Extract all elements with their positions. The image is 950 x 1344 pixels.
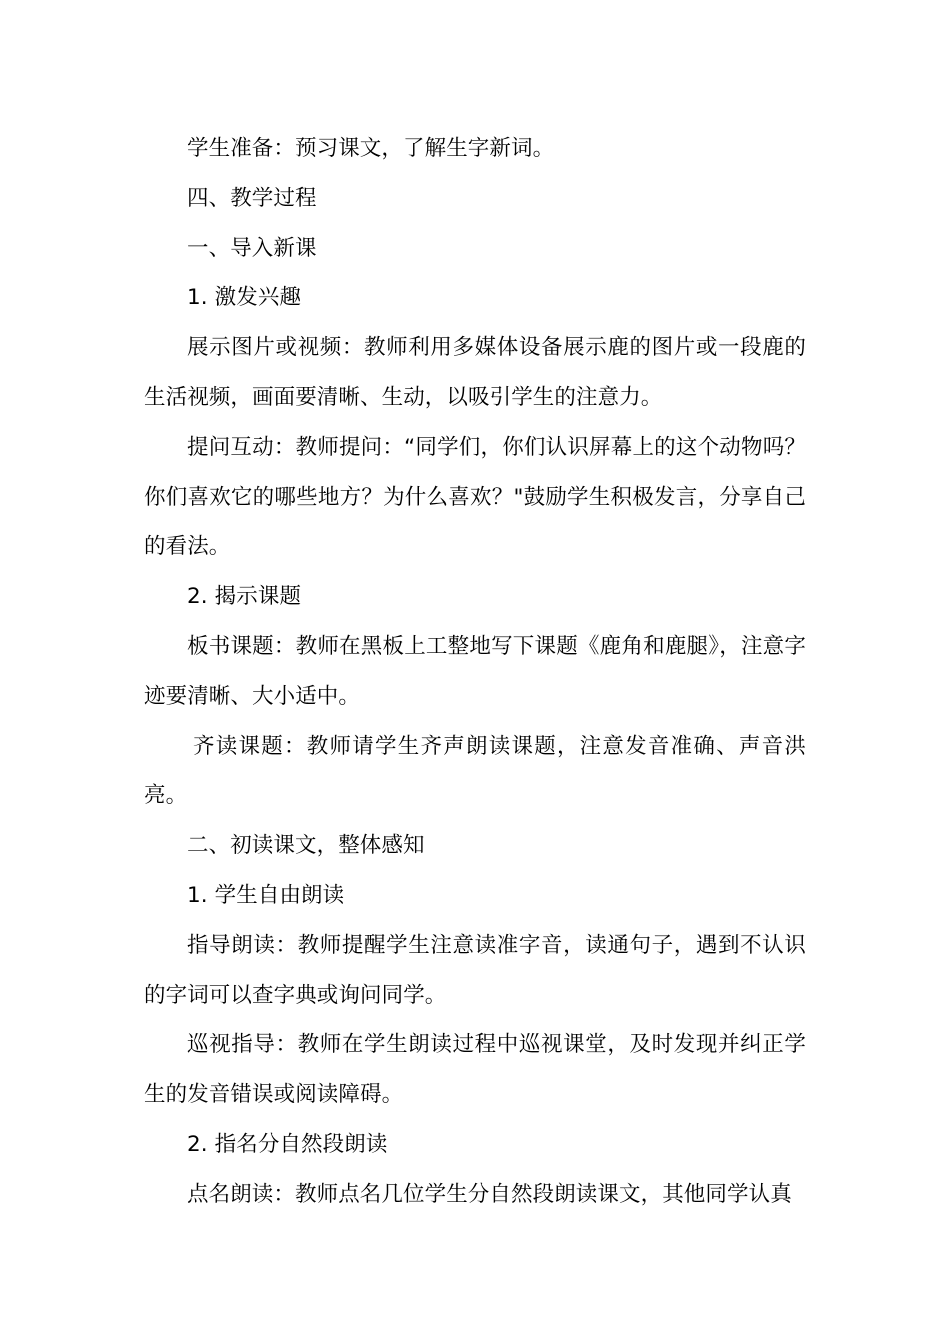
subheading-free-reading: 1. 学生自由朗读 (187, 882, 345, 908)
paragraph-guided-reading: 指导朗读：教师提醒学生注意读准字音，读通句子，遇到不认识的字词可以查字典或询问同学。 (144, 932, 806, 1008)
subheading-stimulate-interest: 1. 激发兴趣 (187, 285, 302, 311)
paragraph-roll-call-reading: 点名朗读：教师点名几位学生分自然段朗读课文，其他同学认真 (187, 1181, 792, 1207)
subheading-reveal-topic: 2. 揭示课题 (187, 584, 302, 610)
paragraph-board-title: 板书课题：教师在黑板上工整地写下课题《鹿角和鹿腿》，注意字迹要清晰、大小适中。 (144, 633, 806, 709)
paragraph-patrol-guidance: 巡视指导：教师在学生朗读过程中巡视课堂，及时发现并纠正学生的发音错误或阅读障碍。 (144, 1032, 806, 1108)
heading-first-reading: 二、初读课文，整体感知 (187, 833, 425, 859)
paragraph-show-pictures: 展示图片或视频：教师利用多媒体设备展示鹿的图片或一段鹿的生活视频，画面要清晰、生动，以吸引学生的注意力。 (144, 335, 806, 410)
document-page (144, 124, 806, 1220)
paragraph-student-preparation: 学生准备：预习课文，了解生字新词。 (187, 136, 555, 161)
paragraph-read-title: 齐读课题：教师请学生齐声朗读课题，注意发音准确、声音洪亮。 (144, 733, 806, 809)
heading-teaching-process: 四、教学过程 (187, 185, 317, 211)
heading-introduce-lesson: 一、导入新课 (187, 235, 317, 261)
subheading-paragraph-reading: 2. 指名分自然段朗读 (187, 1131, 388, 1157)
paragraph-question-interaction: 提问互动：教师提问：“同学们，你们认识屏幕上的这个动物吗？你们喜欢它的哪些地方？为什么喜欢？"鼓励学生积极发言，分享自己的看法。 (144, 434, 806, 560)
